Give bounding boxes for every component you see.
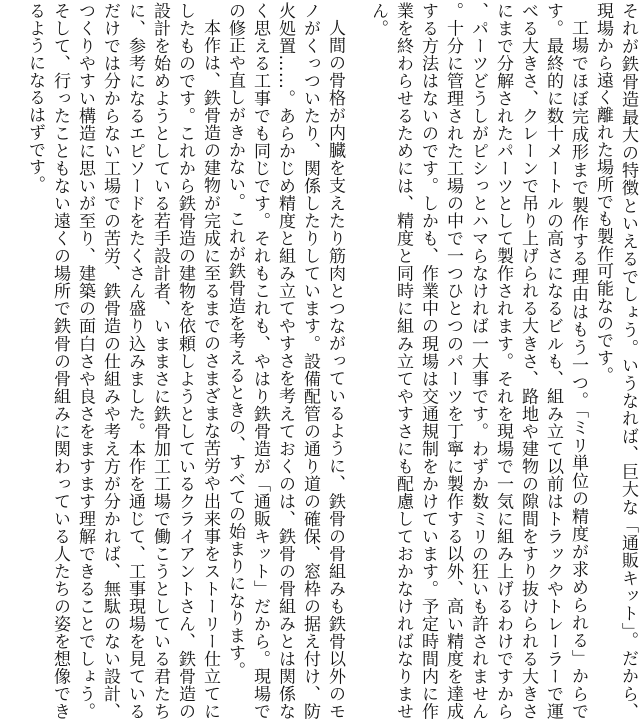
paragraph-1: それが鉄骨造最大の特徴といえるでしょう。いうなれば、巨大な「通販キット」。だから、現場から遠く離れた場所でも製作可能なのです。 bbox=[593, 2, 638, 720]
paragraph-4: 本作は、鉄骨造の建物が完成に至るまでのさまざまな苦労や出来事をストーリー仕立てにしたものです。これから鉄骨造の建物を依頼しようとしているクライアントさん、鉄骨造の設計を始めようとしている若手設計者、いままさに鉄骨加工工場で働こうとしている君たちに、参考になるエピソードをたくさん盛り込みました。本作を通じて、工事現場を見ているだけでは分からない工場での苦労、鉄骨造の仕組みや考え方が分かれば、無駄のない設計、つくりやすい構造に思いが至り、建築の面白さや良さをますます理解できることでしょう。そして、行ったこともない遠くの場所で鉄骨の骨組みに関わっている人たちの姿を想像できるようになるはずです。 bbox=[25, 2, 220, 720]
paragraph-2: 工場でほぼ完成形まで製作する理由はもう一つ。「ミリ単位の精度が求められる」からです。最終的に数十メートルの高さになるビルも、組み立て以前はトラックやトレーラーで運べる大きさ、クレーンで吊り上げられる大きさ、路地や建物の隙間をすり抜けられる大きさにまで分解されたパーツとして製作されます。それを現場で一気に組み上げるわけですから、パーツどうしがピシっとハマらなければ一大事です。わずか数ミリの狂いも許されません。十分に管理された工場の中で一つひとつのパーツを丁寧に製作する以外、高い精度を達成する方法はないのです。しかも、作業中の現場は交通規制をかけています。予定時間内に作業を終わらせるためには、精度と同時に組み立てやすさにも配慮しておかなければなりません。 bbox=[368, 2, 588, 720]
vertical-text-body bbox=[22, 2, 640, 720]
paragraph-3: 人間の骨格が内臓を支えたり筋肉とつながっているように、鉄骨の骨組みも鉄骨以外のモノがくっついたり、関係したりしています。設備配管の通り道の確保、窓枠の据え付け、防火処置……。あらかじめ精度と組み立てやすさを考えておくのは、鉄骨の骨組みとは関係なく思える工事でも同じです。それもこれも、やはり鉄骨造が「通販キット」だから。現場での修正や直しがきかない。これが鉄骨造を考えるときの、すべての始まりになります。 bbox=[225, 2, 345, 720]
